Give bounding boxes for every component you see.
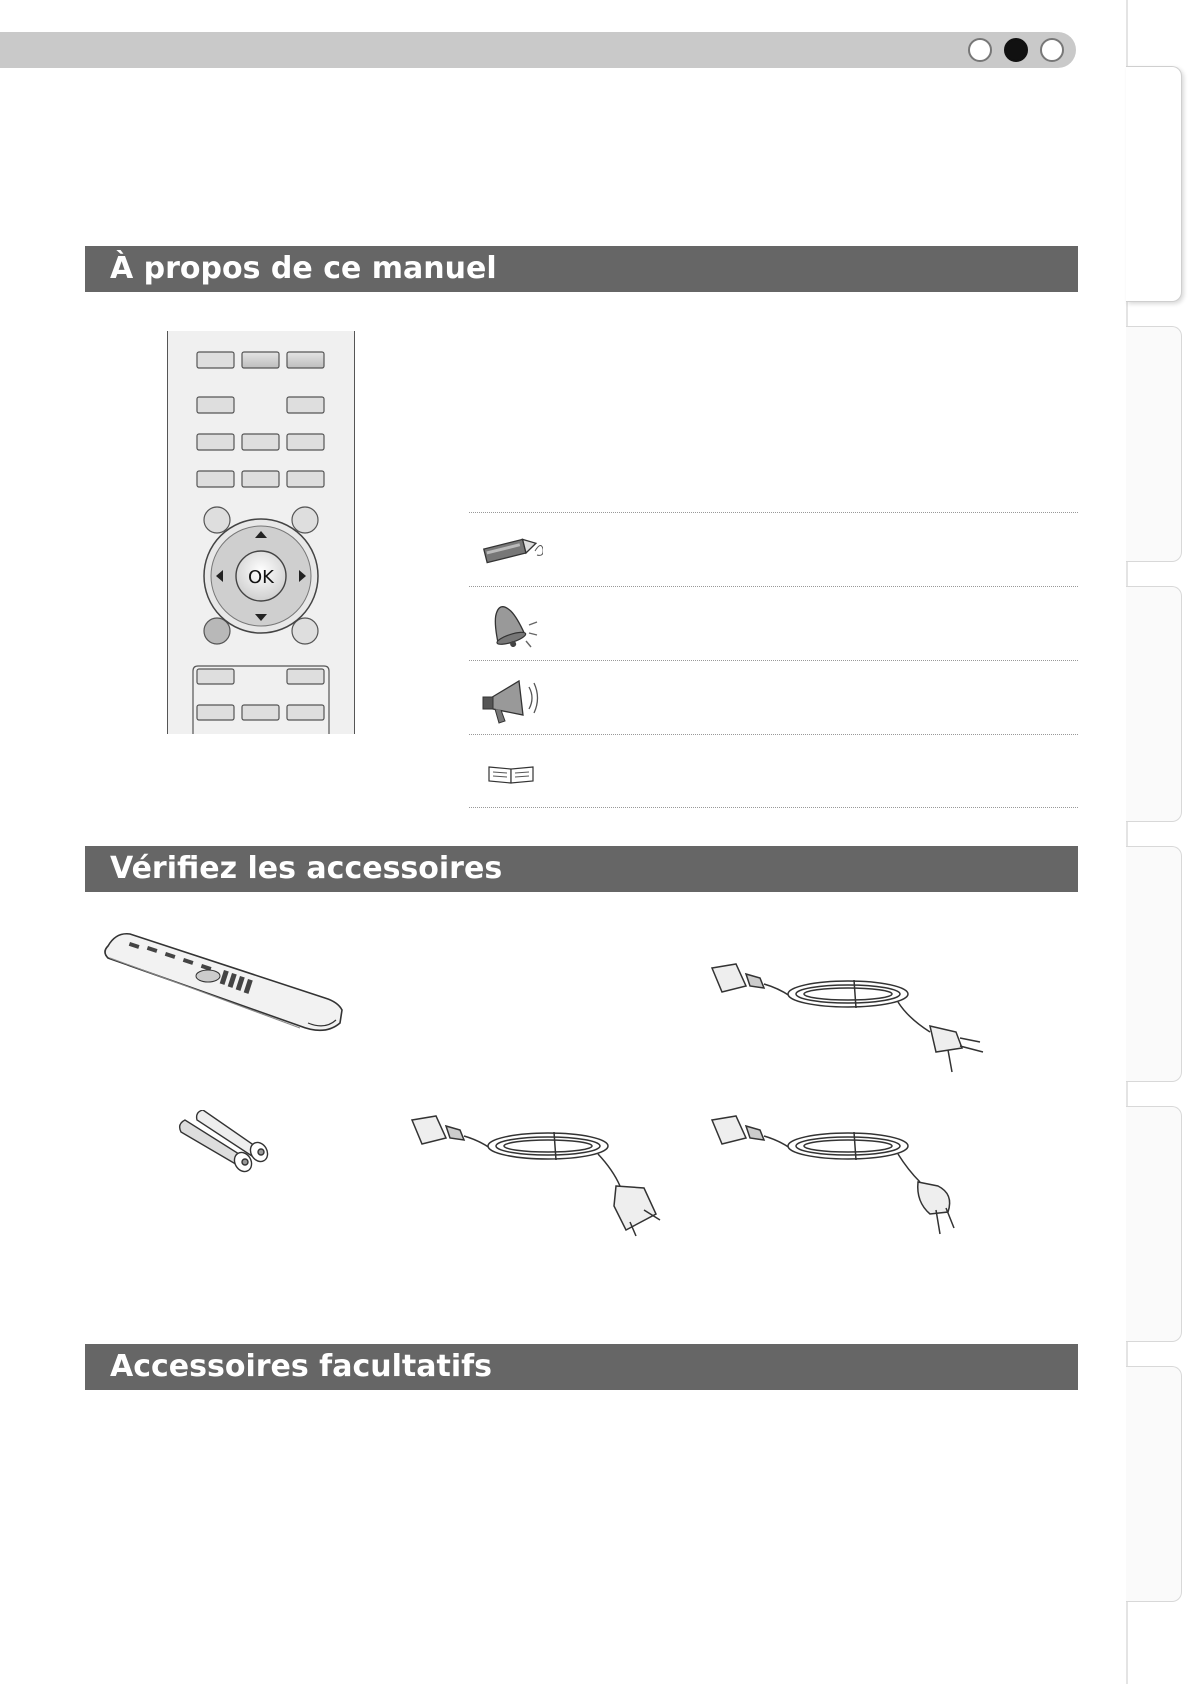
legend-row-reference xyxy=(469,734,1078,808)
legend-row-notice xyxy=(469,660,1078,734)
caution-bell-icon xyxy=(479,595,543,653)
power-cord-eu-accessory xyxy=(708,1110,993,1240)
chapter-tab-1[interactable] xyxy=(1126,66,1182,302)
section-header-accessories: Vérifiez les accessoires xyxy=(85,846,1078,892)
chapter-tab-4[interactable] xyxy=(1126,846,1182,1082)
legend-row-caution xyxy=(469,586,1078,660)
chapter-tab-6[interactable] xyxy=(1126,1366,1182,1602)
remote-control-accessory xyxy=(100,928,345,1038)
chapter-tab-5[interactable] xyxy=(1126,1106,1182,1342)
reference-book-icon xyxy=(479,743,543,801)
notice-megaphone-icon xyxy=(479,669,543,727)
top-band xyxy=(0,32,1076,68)
batteries-accessory xyxy=(175,1110,275,1180)
remote-buttons-svg xyxy=(168,331,356,734)
chapter-tab-3[interactable] xyxy=(1126,586,1182,822)
legend-row-memo xyxy=(469,512,1078,586)
page-dot-1 xyxy=(968,38,992,62)
section-header-optional: Accessoires facultatifs xyxy=(85,1344,1078,1390)
page-dot-3 xyxy=(1040,38,1064,62)
chapter-tab-2[interactable] xyxy=(1126,326,1182,562)
power-cord-uk-accessory xyxy=(408,1110,668,1240)
icon-legend xyxy=(469,512,1078,808)
ok-button-label: OK xyxy=(248,567,274,588)
memo-pencil-icon xyxy=(479,521,543,579)
page-dot-2 xyxy=(1004,38,1028,62)
chapter-tabs xyxy=(1118,0,1191,1684)
page-indicator xyxy=(968,38,1064,62)
power-cord-us-accessory xyxy=(708,958,993,1078)
section-header-about: À propos de ce manuel xyxy=(85,246,1078,292)
remote-closeup-illustration xyxy=(167,331,355,734)
